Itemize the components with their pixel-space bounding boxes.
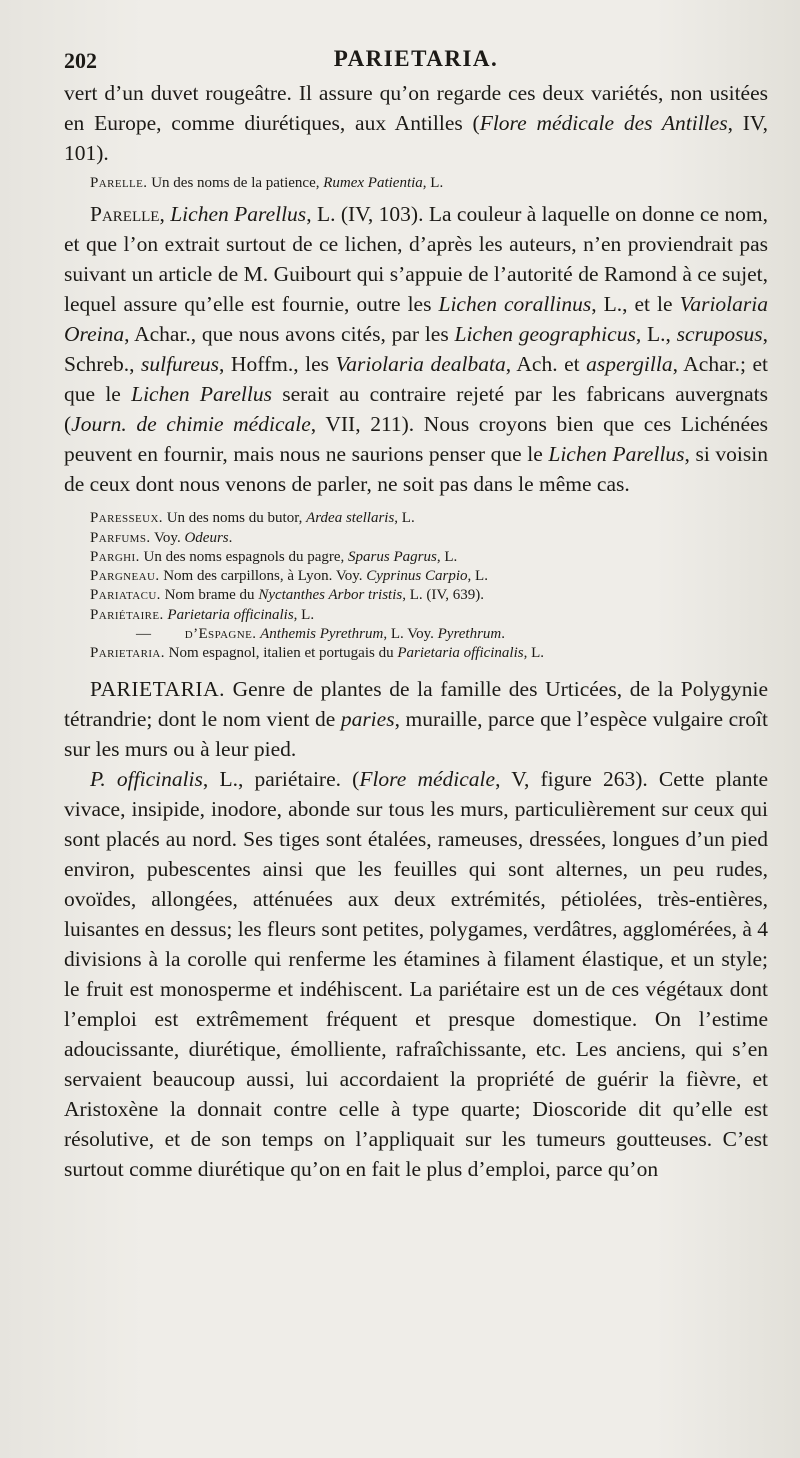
text-run: Un des noms de la patience,	[147, 175, 324, 191]
entry-headword: Paresseux.	[90, 510, 163, 527]
running-title: PARIETARIA.	[333, 46, 499, 71]
entry-headword: Parietaria.	[90, 645, 165, 662]
entry-parietaria-genus: PARIETARIA. Genre de plantes de la famille des Urticées, de la Polygynie tétrandrie; dont le nom vient de paries, muraille, parce que l’espèce vulgaire croît sur les murs ou à leur pied.	[64, 676, 769, 761]
entry-parietaria-officinalis: P. officinalis, L., pariétaire. (Flore médicale, V, figure 263). Cette plante vivace, insipide, inodore, abonde sur tous les murs, particulièrement sur ceux qui sont placés au nord. Ses tiges sont étalées, rameuses, dressées, longues d’un pied environ, pubescentes ainsi que les feuilles qui sont alternes, un peu rudes, ovoïdes, allongées, atténuées aux deux extrémités, pétiolées, très-entières, luisantes en dessus; les fleurs sont petites, polygames, verdâtres, agglomérées, à 4 divisions à la corolle qui renferme les étamines à filament élastique, et un style; le fruit est monosperme et indéhiscent. La pariétaire est un de ces végétaux dont l’emploi est extrêmement fréquent et presque domestique. On l’estime adoucissante, diurétique, émolliente, rafraîchissante, etc. Les anciens, qui s’en servaient beaucoup aussi, lui accordaient la propriété de guérir la fièvre, et Aristoxène la donnait contre celle à type quarte; Dioscoride dit qu’elle est résolutive, et de son temps on l’appliquait sur les tumeurs goutteuses. C’est surtout comme diurétique qu’on en fait le plus d’emploi, parce qu’on	[64, 766, 768, 1181]
entry-headword: Parfums.	[90, 529, 151, 546]
entry-parghi: Parghi. Un des noms espagnols du pagre, Sparus Pagrus, L.	[90, 548, 458, 565]
entry-parfums: Parfums. Voy. Odeurs.	[90, 529, 233, 546]
italic-run: Rumex Patientia	[323, 175, 423, 191]
text-run: , L.	[422, 175, 444, 191]
page-header	[64, 44, 768, 78]
page-number: 202	[64, 48, 97, 73]
italic-run: Flore médicale des Antilles	[479, 111, 728, 135]
entry-parietaria-names: Parietaria. Nom espagnol, italien et portugais du Parietaria officinalis, L.	[90, 645, 545, 662]
entry-headword: PARIETARIA.	[90, 676, 225, 701]
entry-pargneau: Pargneau. Nom des carpillons, à Lyon. Voy. Cyprinus Carpio, L.	[90, 568, 488, 585]
text-run: vert d’un duvet rougeâtre. Il assure qu’on regarde ces deux variétés, non usitées en Europe, comme diurétiques, aux Antilles (	[64, 81, 768, 135]
entry-pariatacu: Pariatacu. Nom brame du Nyctanthes Arbor tristis, L. (IV, 639).	[90, 587, 485, 604]
species-name: P. officinalis	[90, 766, 203, 791]
entry-parelle-lichen: Parelle, Lichen Parellus, L. (IV, 103). La couleur à laquelle on donne ce nom, et que l’on extrait surtout de ce lichen, d’après les auteurs, n’en proviendrait pas suivant un article de M. Guibourt qui s’appuie de l’autorité de Ramond à ce sujet, lequel assure qu’elle est fournie, outre les Lichen corallinus, L., et le Variolaria Oreina, Achar., que nous avons cités, par les Lichen geographicus, L., scruposus, Schreb., sulfureus, Hoffm., les Variolaria dealbata, Ach. et aspergilla, Achar.; et que le Lichen Parellus serait au contraire rejeté par les fabricans auvergnats (Journ. de chimie médicale, VII, 211). Nous croyons bien que ces Lichénées peuvent en fournir, mais nous ne saurions penser que le Lichen Parellus, si voisin de ceux dont nous venons de parler, ne soit pas dans le même cas.	[64, 202, 769, 497]
entry-parietaire: Pariétaire. Parietaria officinalis, L.	[90, 606, 315, 623]
entry-paresseux: Paresseux. Un des noms du butor, Ardea stellaris, L.	[90, 510, 415, 527]
ditto-dash: —	[136, 626, 151, 643]
entry-headword: d’Espagne.	[184, 626, 257, 643]
page-body	[64, 78, 768, 1184]
entry-headword: Parelle,	[90, 202, 165, 227]
entry-headword: Pariatacu.	[90, 587, 161, 604]
continuation-paragraph	[64, 78, 768, 168]
entry-headword: Parelle.	[90, 175, 148, 191]
entry-parietaire-espagne: — d’Espagne. Anthemis Pyrethrum, L. Voy. Pyrethrum.	[136, 626, 505, 643]
entry-headword: Pargneau.	[90, 568, 160, 585]
text-run: , IV, 101).	[64, 111, 769, 165]
entry-parelle-patience	[64, 174, 768, 193]
entry-headword: Pariétaire.	[90, 606, 164, 623]
entry-headword: Parghi.	[90, 548, 140, 565]
